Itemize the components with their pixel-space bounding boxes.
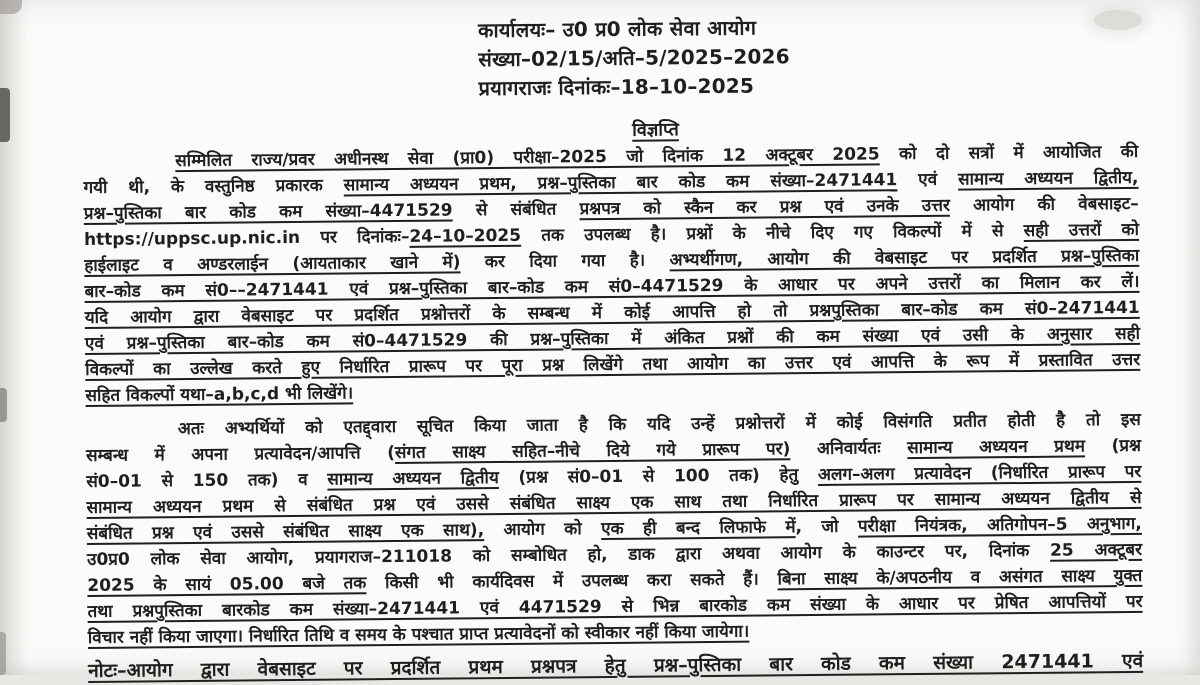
scan-smudge-left-lower	[0, 632, 6, 675]
place-date-line: प्रयागराजः दिनांकः–18–10–2025	[478, 68, 1137, 103]
text-line: सं0–01 से 150 तक) व सामान्य अध्ययन द्वितीय (प्रश्न सं0–01 से 100 तक) हेतु अलग–अलग प्रत्यावेदन (निर्धारित प्रारूप पर	[86, 459, 1141, 495]
text-line: नोटः–आयोग द्वारा वेबसाइट पर प्रदर्शित प्रथम प्रश्नपत्र हेतु प्रश्न–पुस्तिका बार कोड कम संख्या 2471441 एवं	[88, 647, 1143, 685]
text-line: विचार नहीं किया जाएगा। निर्धारित तिथि व समय के पश्चात प्राप्त प्रत्यावेदनों को स्वीकार नहीं किया जायेगा।	[88, 615, 1143, 651]
text-line: सम्मिलित राज्य/प्रवर अधीनस्थ सेवा (प्रा0) परीक्षा–2025 जो दिनांक 12 अक्टूबर 2025 को दो सत्रों में आयोजित की	[83, 139, 1138, 175]
text-line: विकल्पों का उल्लेख करते हुए निर्धारित प्रारूप पर पूरा प्रश्न लिखेंगे तथा आयोग का उत्तर एवं आपत्ति के रूप में प्रस्तावित उत्तर	[85, 347, 1140, 383]
scan-smudge-top-left	[0, 0, 22, 14]
reference-number-line: संख्या–02/15/अति–5/2025–2026	[478, 39, 1137, 74]
text-line: अतः अभ्यर्थियों को एतद्द्वारा सूचित किया जाता है कि यदि उन्हें प्रश्नोत्तरों में कोई विसंगति प्रतीत होती है तो इस	[86, 407, 1141, 443]
text-line: प्रश्न–पुस्तिका बार कोड कम संख्या–4471529 से संबंधित प्रश्नपत्र को स्कैन कर प्रश्न एवं उनके उत्तर आयोग की वेबसाइट–	[84, 191, 1139, 227]
text-line: यदि आयोग द्वारा वेबसाइट पर प्रदर्शित प्रश्नोत्तरों के सम्बन्ध में कोई आपत्ति हो तो प्रश्नपुस्तिका बार–कोड कम सं0–2471441	[85, 295, 1140, 331]
notice-content	[82, 0, 1144, 685]
text-line: सहित विकल्पों यथा–a,b,c,d भी लिखेंगे।	[85, 373, 1140, 409]
office-line: कार्यालयः– उ0 प्र0 लोक सेवा आयोग	[478, 10, 1137, 45]
text-line: सामान्य अध्ययन प्रथम से संबंधित प्रश्न एवं उससे संबंधित साक्ष्य एक साथ तथा निर्धारित प्रारूप पर सामान्य अध्ययन द्वितीय से	[86, 485, 1141, 521]
paragraph-objection-procedure	[86, 407, 1143, 651]
notice-title: विज्ञप्ति	[83, 113, 1138, 149]
text-line: बार–कोड कम सं0––2471441 एवं प्रश्न–पुस्तिका बार–कोड कम सं0–4471529 के आधार पर अपने उत्तरों का मिलान कर लें।	[84, 269, 1139, 305]
text-line: तथा प्रश्नपुस्तिका बारकोड कम संख्या–2471441 एवं 4471529 से भिन्न बारकोड कम संख्या के आधार पर प्रेषित आपत्तियों पर	[87, 589, 1142, 625]
letterhead	[478, 10, 1138, 103]
paragraph-answer-key-publication	[83, 139, 1140, 409]
text-line: संबंधित प्रश्न एवं उससे संबंधित साक्ष्य एक साथ), आयोग को एक ही बन्द लिफाफे में, जो परीक्षा नियंत्रक, अतिगोपन–5 अनुभाग,	[87, 511, 1142, 547]
scan-smudge-left-upper	[0, 88, 10, 142]
text-line: एवं प्रश्न–पुस्तिका बार–कोड कम सं0–4471529 की प्रश्न–पुस्तिका में अंकित प्रश्नों की कम संख्या एवं उसी के अनुसार सही	[85, 321, 1140, 357]
text-line: गयी थी, के वस्तुनिष्ठ प्रकारक सामान्य अध्ययन प्रथम, प्रश्न–पुस्तिका बार कोड कम संख्या–2471441 एवं सामान्य अध्ययन द्वितीय,	[83, 165, 1138, 201]
text-line: 2025 के सायं 05.00 बजे तक किसी भी कार्यदिवस में उपलब्ध करा सकते हैं। बिना साक्ष्य के/अपठनीय व असंगत साक्ष्य युक्त	[87, 563, 1142, 599]
scan-smudge-left-middle	[0, 388, 7, 422]
text-line: हाईलाइट व अण्डरलाईन (आयताकार खाने में) कर दिया गया है। अभ्यर्थीगण, आयोग की वेबसाइट पर प्रदर्शित प्रश्न–पुस्तिका	[84, 243, 1139, 279]
note-line	[88, 647, 1143, 685]
text-line: https://uppsc.up.nic.in पर दिनांकः–24–10–2025 तक उपलब्ध है। प्रश्नों के नीचे दिए गए विकल्पों में से सही उत्तरों को	[84, 217, 1139, 253]
text-line: उ0प्र0 लोक सेवा आयोग, प्रयागराज–211018 को सम्बोधित हो, डाक द्वारा अथवा आयोग के काउन्टर पर, दिनांक 25 अक्टूबर	[87, 537, 1142, 573]
text-line: सम्बन्ध में अपना प्रत्यावेदन/आपत्ति (संगत साक्ष्य सहित–नीचे दिये गये प्रारूप पर) अनिवार्यतः सामान्य अध्ययन प्रथम (प्रश्न	[86, 433, 1141, 469]
